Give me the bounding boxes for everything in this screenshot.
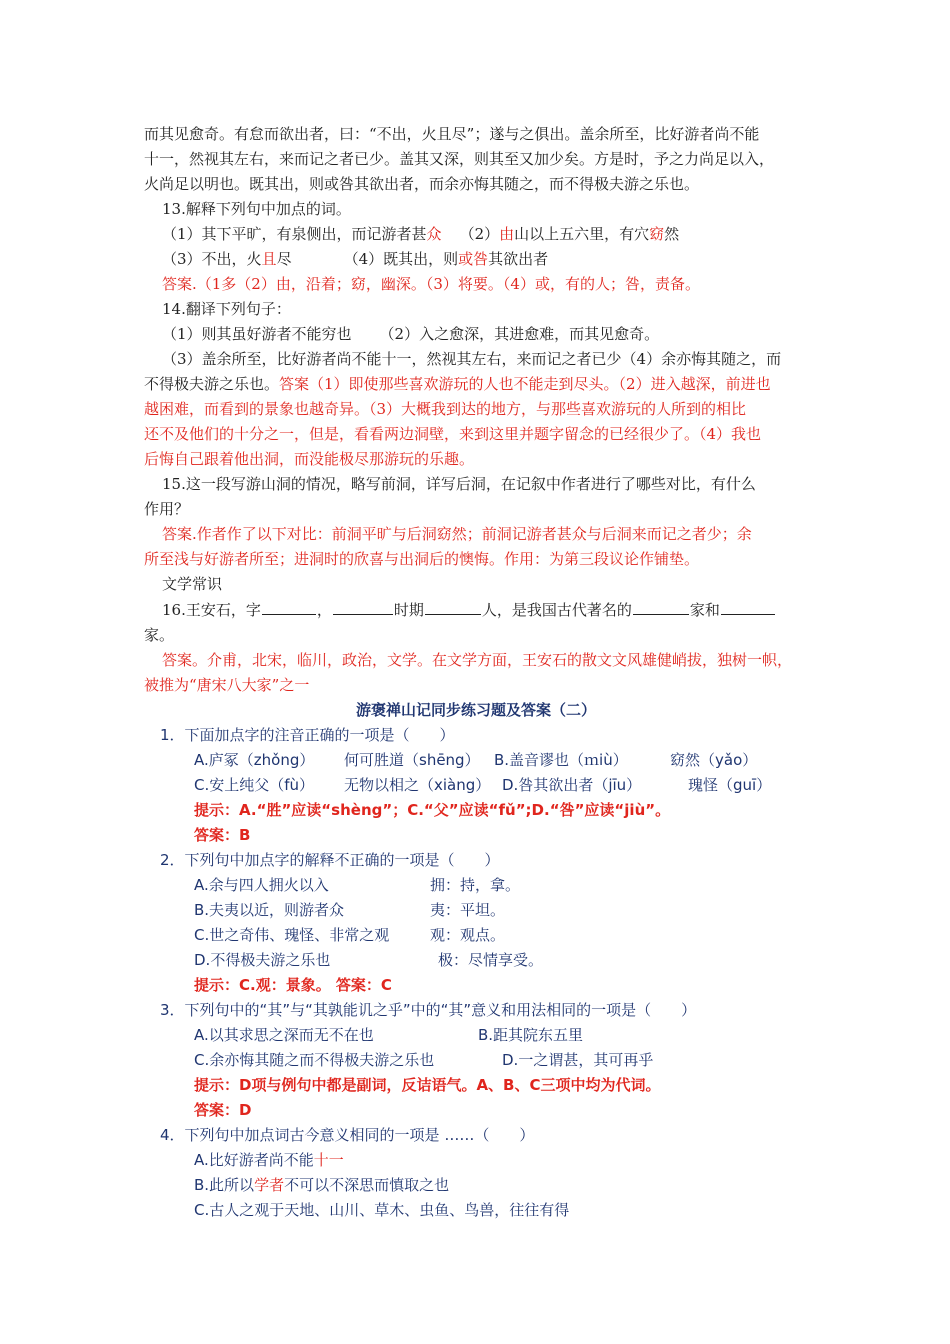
q15-title: 15.这一段写游山洞的情况，略写前洞，详写后洞，在记叙中作者进行了哪些对比，有什么 [162, 475, 756, 493]
q2-option: A.余与四人拥火以入 拥：持，拿。 [144, 873, 808, 898]
passage-line: 火尚足以明也。既其出，则或咎其欲出者，而余亦悔其随之，而不得极夫游之乐也。 [144, 175, 700, 193]
q16-answer: 被推为“唐宋八大家”之一 [144, 676, 310, 694]
q1-options-cd: C.安上纯父（fù） 无物以相之（xiàng） D.咎其欲出者（jīu） 瑰怪（guī） [144, 773, 808, 798]
option-c[interactable]: C.世之奇伟、瑰怪、非常之观 [194, 926, 390, 944]
option-c[interactable]: C.安上纯父（fù） [194, 776, 315, 794]
q1-stem: 1．下面加点字的注音正确的一项是（ ） [160, 726, 455, 744]
dotted-word: 窈 [649, 225, 665, 243]
q13-answer: 答案.（1多（2）由，沿着；窈，幽深。（3）将要。（4）或，有的人；咎，责备。 [162, 275, 700, 293]
q2-stem: 2．下列句中加点字的解释不正确的一项是（ ） [160, 851, 500, 869]
q3-answer: 答案：D [194, 1101, 252, 1119]
q4-stem: 4．下列句中加点词古今意义相同的一项是 ……（ ） [160, 1126, 535, 1144]
option-d[interactable]: D.咎其欲出者（jīu） [502, 776, 642, 794]
q16-question: 16.王安石，字 ， 时期 人，是我国古代著名的 家和 [144, 597, 808, 623]
q14-sentences: （1）则其虽好游者不能穷也 （2）入之愈深，其进愈难，而其见愈奇。 [162, 325, 660, 343]
dotted-word: 且 [261, 250, 277, 268]
section-heading: 文学常识 [162, 575, 223, 593]
answer-blank[interactable] [633, 597, 689, 615]
q14-answer-line: 后悔自己跟着他出洞，而没能极尽那游玩的乐趣。 [144, 450, 475, 468]
page-content [144, 122, 808, 1223]
q16-answer: 答案。介甫，北宋，临川，政治，文学。在文学方面，王安石的散文文风雄健峭拔，独树一帜， [162, 651, 793, 669]
q16-question: 家。 [144, 626, 175, 644]
option-a[interactable]: A.余与四人拥火以入 [194, 876, 329, 894]
dotted-word: 众 [426, 225, 442, 243]
option-c[interactable]: C.古人之观于天地、山川、草木、虫鱼、鸟兽，往往有得 [194, 1201, 570, 1219]
option-b[interactable]: B.此所以学者不可以不深思而慎取之也 [194, 1176, 450, 1194]
q13-line2: （3）不出，火且尽 （4）既其出，则或咎其欲出者 [162, 250, 549, 268]
q3-options-cd [144, 1048, 808, 1073]
q3-hint: 提示：D项与例句中都是副词，反诘语气。A、B、C三项中均为代词。 [194, 1076, 661, 1094]
option-a[interactable]: A.庐冢（zhǒng） [194, 751, 315, 769]
q15-title: 作用？ [144, 500, 190, 518]
q3-options-ab [144, 1023, 808, 1048]
option-d[interactable]: D.不得极夫游之乐也 [194, 951, 331, 969]
q3-stem: 3．下列句中的“其”与“其孰能讥之乎”中的“其”意义和用法相同的一项是（ ） [160, 1001, 697, 1019]
answer-blank[interactable] [262, 597, 316, 615]
answer-blank[interactable] [425, 597, 481, 615]
q15-answer: 所至浅与好游者所至；进洞时的欣喜与出洞后的懊悔。作用：为第三段议论作铺垫。 [144, 550, 700, 568]
q1-options-ab: A.庐冢（zhǒng） 何可胜道（shēng） B.盖音谬也（ｍiù） 窈然（yǎo） [144, 748, 808, 773]
q14-answer-line: 不得极夫游之乐也。答案（1）即使那些喜欢游玩的人也不能走到尽头。（2）进入越深，前进也 [144, 375, 771, 393]
answer-blank[interactable] [721, 597, 775, 615]
q13-line1: （1）其下平旷，有泉侧出，而记游者甚众 （2）由山以上五六里，有穴窈然 [162, 225, 680, 243]
q1-answer: 答案：B [194, 826, 251, 844]
option-a[interactable]: A.比好游者尚不能十一 [194, 1151, 344, 1169]
option-b[interactable]: B.盖音谬也（ｍiù） [494, 751, 628, 769]
dotted-word: 或咎 [458, 250, 489, 268]
q14-title: 14.翻译下列句子： [162, 300, 291, 318]
dotted-word: 由 [499, 225, 515, 243]
option-a[interactable]: A.以其求思之深而无不在也 [194, 1026, 374, 1044]
option-c[interactable]: C.余亦悔其随之而不得极夫游之乐也 [194, 1051, 435, 1069]
q2-hint: 提示：C.观：景象。 答案：C [194, 976, 392, 994]
q2-option: D.不得极夫游之乐也 极：尽情享受。 [144, 948, 808, 973]
q1-hint: 提示：A.“胜”应读“shèng”；C.“父”应读“fǔ”;D.“咎”应读“jiù”。 [194, 801, 671, 819]
passage-line: 而其见愈奇。有怠而欲出者，曰：“不出，火且尽”；遂与之俱出。盖余所至，比好游者尚不能 [144, 125, 760, 143]
option-d[interactable]: D.一之谓甚，其可再乎 [502, 1051, 654, 1069]
q14-answer-line: 越困难，而看到的景象也越奇异。（3）大概我到达的地方，与那些喜欢游玩的人所到的相比 [144, 400, 747, 418]
q2-option: B.夫夷以近，则游者众 夷：平坦。 [144, 898, 808, 923]
q14-answer-line: 还不及他们的十分之一，但是，看看两边洞壁，来到这里并题字留念的已经很少了。（4）我也 [144, 425, 762, 443]
section-title: 游褒禅山记同步练习题及答案（二） [355, 701, 596, 719]
option-b[interactable]: B.夫夷以近，则游者众 [194, 901, 345, 919]
q13-title: 13.解释下列句中加点的词。 [162, 200, 351, 218]
q15-answer: 答案.作者作了以下对比：前洞平旷与后洞窈然；前洞记游者甚众与后洞来而记之者少；余 [162, 525, 752, 543]
option-b[interactable]: B.距其院东五里 [478, 1026, 584, 1044]
q14-sentence-3: （3）盖余所至，比好游者尚不能十一，然视其左右，来而记之者已少（4）余亦悔其随之，而 [162, 350, 782, 368]
passage-line: 十一，然视其左右，来而记之者已少。盖其又深，则其至又加少矣。方是时，予之力尚足以入， [144, 150, 775, 168]
q2-option: C.世之奇伟、瑰怪、非常之观 观：观点。 [144, 923, 808, 948]
answer-blank[interactable] [333, 597, 393, 615]
dotted-word: 十一 [313, 1151, 344, 1169]
dotted-word: 学者 [254, 1176, 285, 1194]
exercise-section-2 [144, 698, 808, 1223]
